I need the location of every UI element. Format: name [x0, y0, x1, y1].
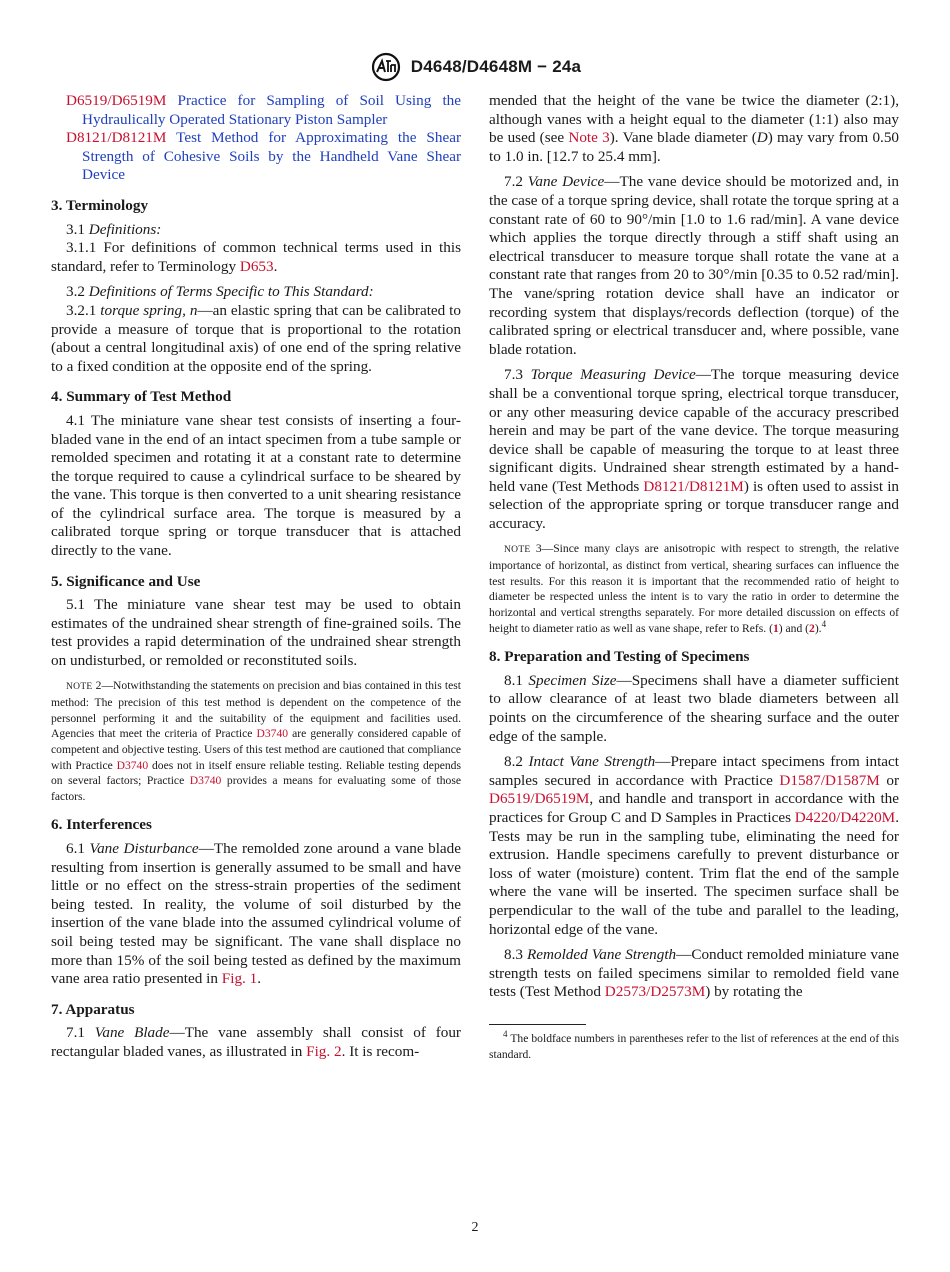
section-heading: 4. Summary of Test Method: [51, 388, 232, 406]
section-heading: 7. Apparatus: [51, 1000, 135, 1018]
ref-code-link[interactable]: D8121/D8121M: [66, 129, 167, 147]
note-link[interactable]: Note 3: [568, 129, 610, 147]
page-number: 2: [471, 1220, 479, 1235]
paragraph: 3.1.1 For definitions of common technical terms used in this standard, refer to Terminology D653.: [51, 239, 461, 275]
doc-link[interactable]: D4220/D4220M: [794, 808, 896, 826]
doc-link[interactable]: D6519/D6519M: [489, 790, 590, 808]
section-heading: 8. Preparation and Testing of Specimens: [489, 648, 750, 666]
left-column: [51, 92, 461, 1069]
ref-code-link[interactable]: D6519/D6519M: [66, 92, 167, 109]
doc-link[interactable]: D3740: [189, 774, 222, 788]
note-2: NOTE 2—Notwithstanding the statements on precision and bias contained in this test method: The precision of this test method is dependent on the competence of the personnel performing it and the suitability of the equipment and facilities used. Agencies that meet the criteria of Practice D3740 are generally considered capable of competent and objective testing. Users of this test method are cautioned that compliance with Practice D3740 does not in itself ensure reliable testing. Reliable testing depends on several factors; Practice D3740 provides a means for evaluating some of those factors.: [51, 678, 461, 803]
paragraph: 8.3 Remolded Vane Strength—Conduct remolded miniature vane strength tests on failed specimens similar to remolded field vane tests (Test Method D2573/D2573M) by rotating the: [489, 946, 900, 1001]
paragraph: 4.1 The miniature vane shear test consists of inserting a four-bladed vane in the end of an intact specimen from a tube sample or remolded specimen and rotating it at a constant rate to determine the torque required to cause a cylindrical surface to be sheared by the vane. This torque is then converted to a unit shearing resistance of the cylindrical surface area. The torque is measured by a calibrated torque spring or torque transducer that is attached directly to the vane.: [51, 411, 461, 560]
ref-title-link[interactable]: Practice for Sampling of Soil Using the Hydraulically Operated Stationary Piston Sampler: [82, 92, 461, 128]
reference-link[interactable]: 1: [772, 621, 779, 635]
doc-link[interactable]: D2573/D2573M: [604, 983, 706, 1001]
paragraph: 3.2 Definitions of Terms Specific to This Standard:: [66, 283, 374, 301]
paragraph: 7.3 Torque Measuring Device—The torque measuring device shall be a conventional torque spring, electrical torque transducer, or any other measuring device capable of the accuracy prescribed herein and may be part of the vane device. The torque measuring device shall be capable of measuring the torque to at least three significant digits. Undrained shear strength estimated by a hand-held vane (Test Methods D8121/D8121M) is often used to assist in selection of the appropriate spring or torque transducer range and accuracy.: [489, 366, 900, 533]
doc-link[interactable]: D653: [239, 257, 274, 275]
document-designation: D4648/D4648M − 24a: [410, 57, 582, 76]
doc-link[interactable]: D3740: [256, 727, 289, 741]
section-heading: 3. Terminology: [51, 196, 149, 214]
figure-link[interactable]: Fig. 2: [306, 1042, 342, 1060]
page-header: [0, 52, 950, 82]
footnote: $^4$ The boldface numbers in parentheses refer to the list of references at the end of this standard.: [489, 1029, 899, 1061]
paragraph: 7.1 Vane Blade—The vane assembly shall consist of four rectangular bladed vanes, as illustrated in Fig. 2. It is recom-: [51, 1024, 461, 1060]
doc-link[interactable]: D1587/D1587M: [779, 771, 880, 789]
paragraph: 3.1 Definitions:: [66, 220, 162, 238]
doc-link[interactable]: D3740: [116, 758, 149, 772]
ref-title-link[interactable]: Test Method for Approximating the Shear Strength of Cohesive Soils by the Handheld Vane Shear Device: [82, 129, 461, 184]
right-column: [489, 92, 899, 1069]
reference-d8121: [51, 129, 461, 185]
section-heading: 5. Significance and Use: [51, 572, 201, 590]
reference-link[interactable]: 2: [809, 621, 815, 635]
astm-logo-icon: [369, 52, 403, 82]
footnote-divider: [489, 1024, 586, 1025]
paragraph: 7.2 Vane Device—The vane device should be motorized and, in the case of a torque spring device, shall rotate the torque spring at a constant rate of 60 to 90°/min [1.0 to 1.6 rad/min]. A vane device which applies the torque directly through a stiff shaft using an electrical transducer to measure torque shall rotate the vane at a constant rate that ranges from 20 to 30°/min [0.35 to 0.52 rad/min]. The vane/spring rotation device shall have an indicator or recording system that displays/records deflection (torque) of the calibrated spring or electrical transducer and, where possible, vane blade rotation.: [489, 173, 899, 358]
paragraph: 5.1 The miniature vane shear test may be used to obtain estimates of the undrained shear strength of fine-grained soils. The test provides a rapid determination of the undrained shear strength on undisturbed, or remolded or reconstituted soils.: [51, 596, 461, 670]
section-heading: 6. Interferences: [51, 816, 152, 834]
note-3: NOTE 3—Since many clays are anisotropic with respect to strength, the relative importance of horizontal, as distinct from vertical, shearing surfaces can influence the test results. For this reason it is important that the recommended ratio of height to diameter be respected unless the intent is to vary the ratio in order to determine the horizontal and vertical strengths separately. For more detailed discussion on effects of height to diameter ratio as well as vane shape, refer to Refs. (1) and (2).$^4$: [489, 541, 899, 635]
paragraph: 8.1 Specimen Size—Specimens shall have a diameter sufficient to allow clearance of at least two blade diameters between all points on the circumference of the shearing surface and the outer edge of the sample.: [489, 671, 899, 745]
paragraph: 6.1 Vane Disturbance—The remolded zone around a vane blade resulting from insertion is generally assumed to be small and have little or no effect on the stress-strain properties of the sediment being tested. In reality, the volume of soil disturbed by the insertion of the vane blade into the assumed cylindrical volume of soil being tested may be significant. The vane shall displace no more than 15% of the soil being tested as defined by the maximum vane area ratio presented in Fig. 1.: [51, 839, 462, 988]
figure-link[interactable]: Fig. 1: [221, 970, 258, 988]
paragraph: 8.2 Intact Vane Strength—Prepare intact specimens from intact samples secured in accordance with Practice D1587/D1587M or D6519/D6519M, and handle and transport in accordance with the practices for Group C and D Samples in Practices D4220/D4220M. Tests may be run in the sampling tube, eliminating the need for extrusion. Handle specimens carefully to prevent disturbance or loss of water (moisture) content. Trim flat the end of the sample where the vane will be inserted. The specimen surface shall be perpendicular to the wall of the tube and parallel to the leading, horizontal edge of the vane.: [489, 753, 900, 938]
reference-d6519: [51, 92, 461, 129]
footnote-marker: 4: [821, 618, 827, 629]
doc-link[interactable]: D8121/D8121M: [643, 477, 744, 495]
paragraph: mended that the height of the vane be twice the diameter (2:1), although vanes with a height equal to the diameter (1:1) also may be used (see Note 3). Vane blade diameter (D) may vary from 0.50 to 1.0 in. [12.7 to 25.4 mm].: [489, 92, 900, 165]
paragraph: 3.2.1 torque spring, n—an elastic spring that can be calibrated to provide a measure of torque that is proportional to the rotation (about a central longitudinal axis) of one end of the spring relative to a fixed condition at the opposite end of the spring.: [51, 301, 461, 375]
